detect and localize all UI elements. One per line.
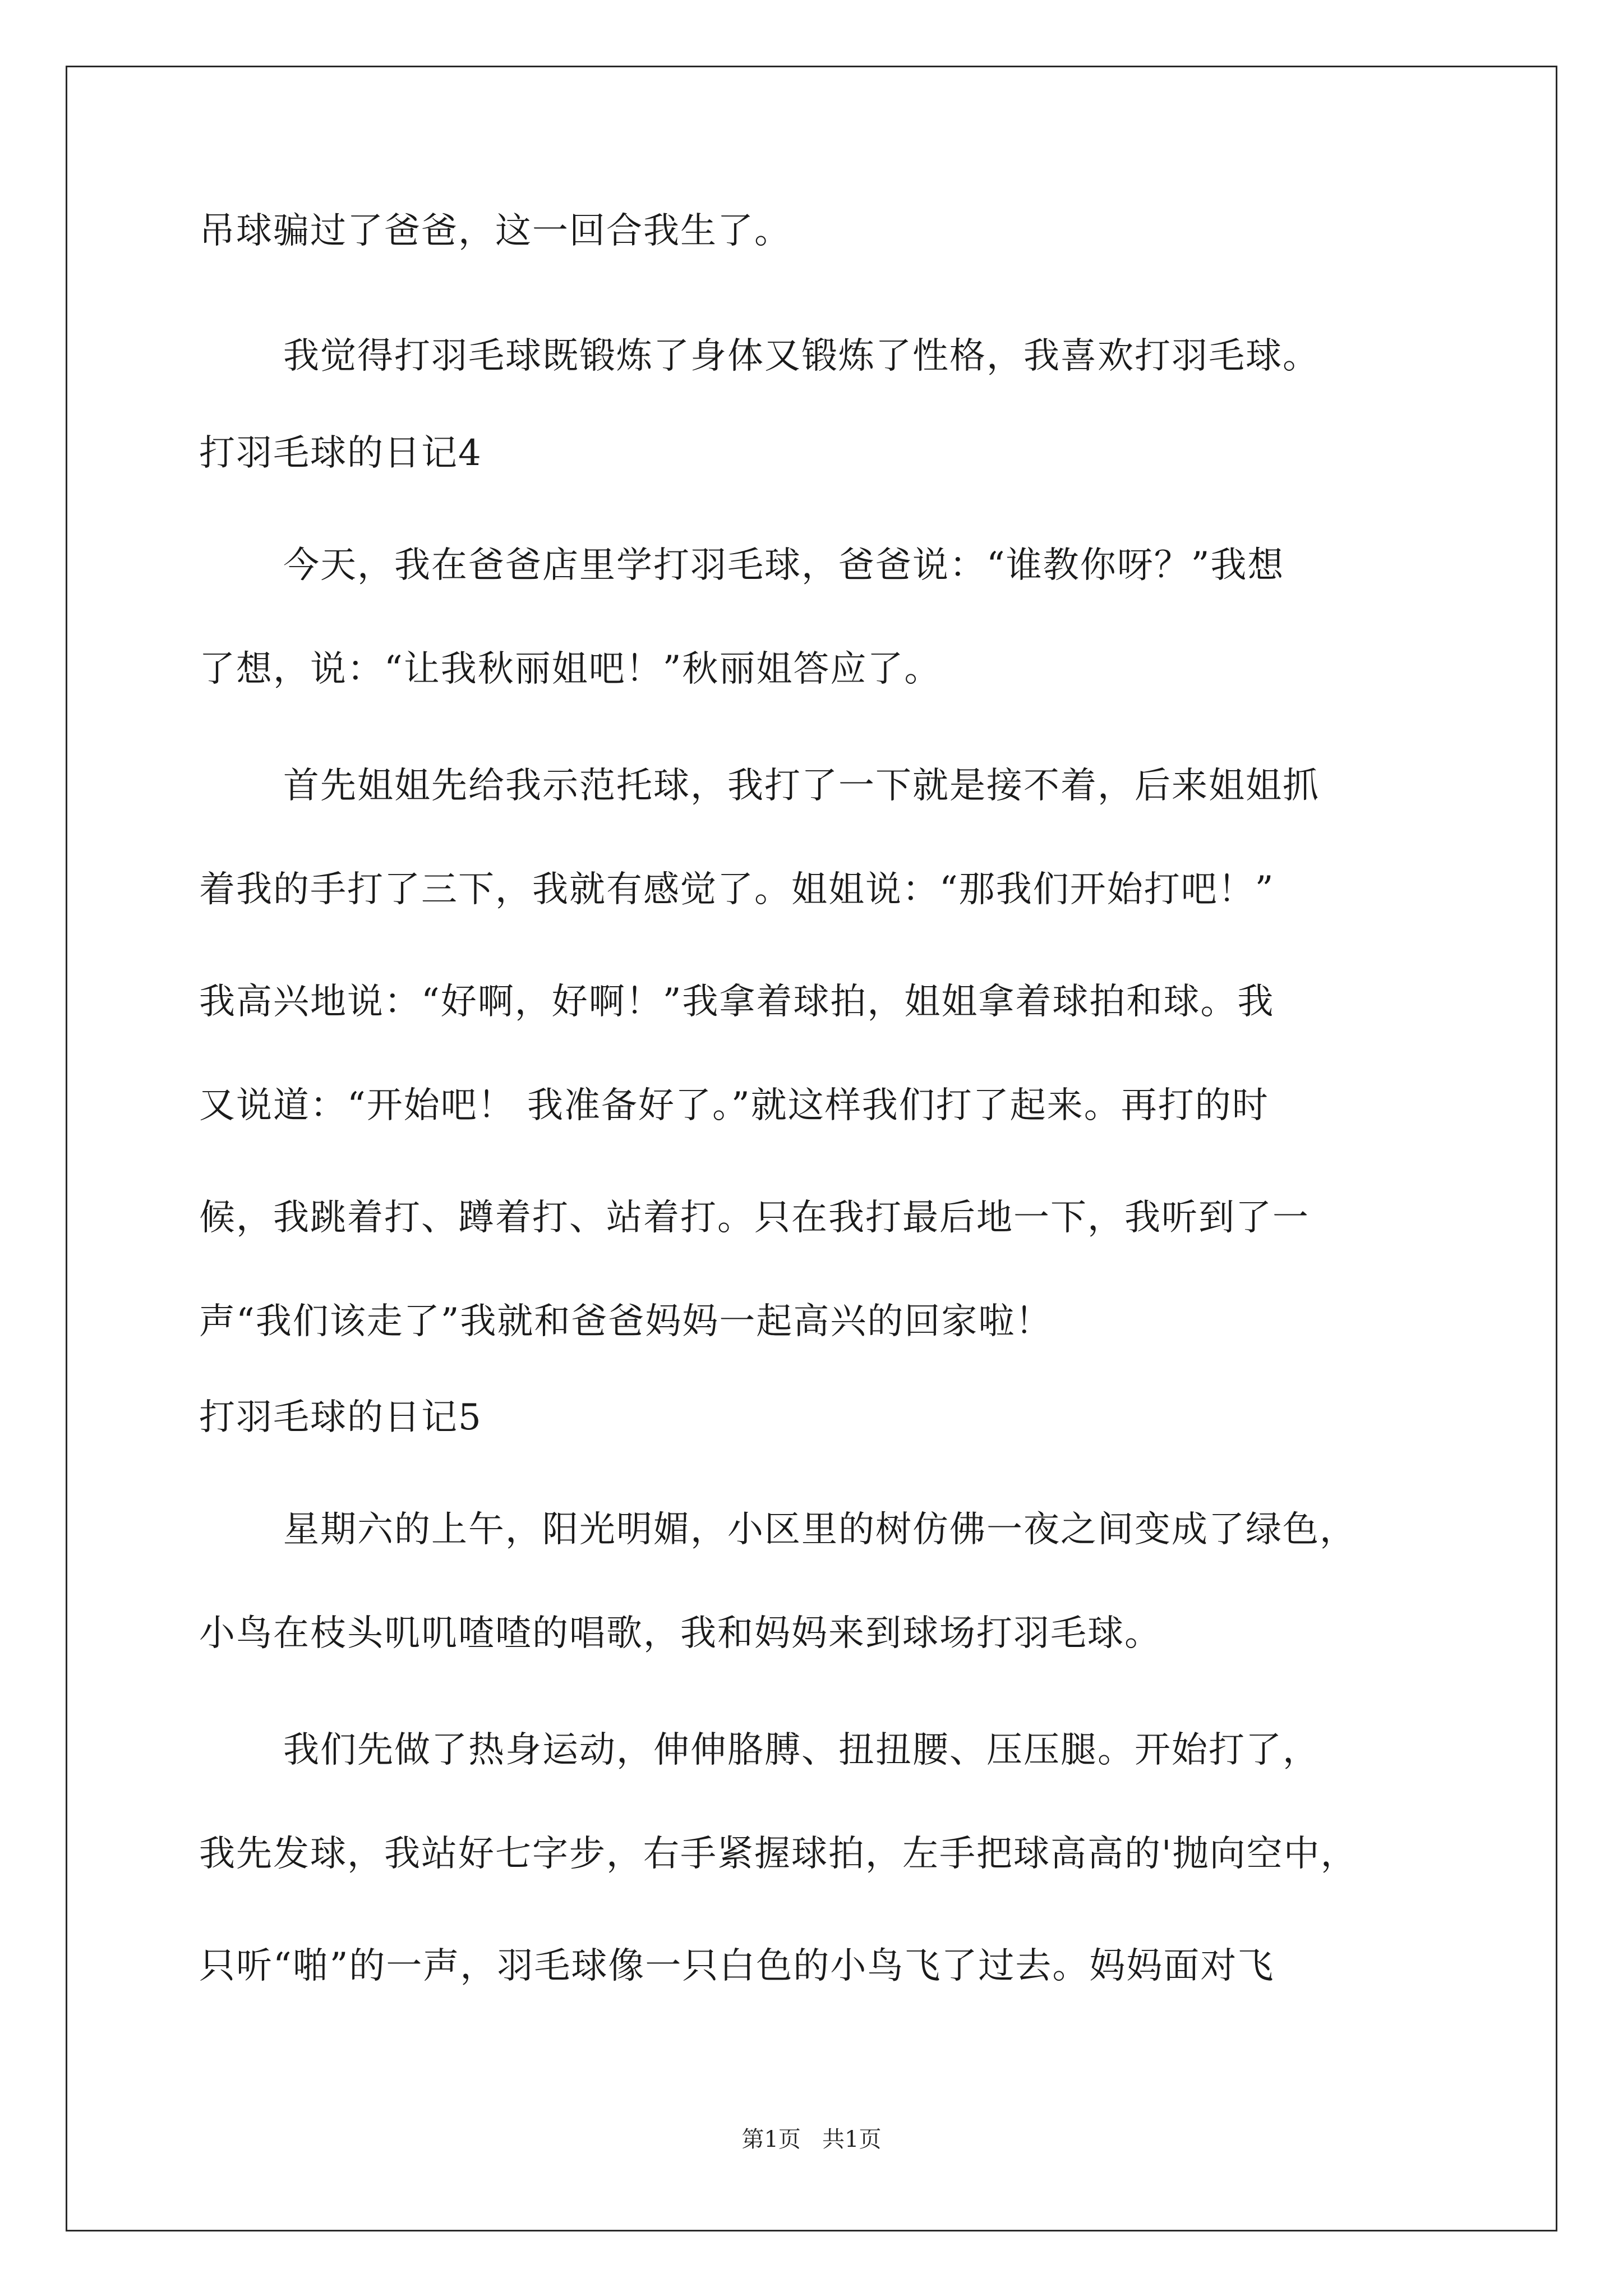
paragraph-line: 了想，说：“让我秋丽姐吧！”秋丽姐答应了。 [199, 648, 942, 690]
section-heading: 打羽毛球的日记4 [199, 432, 482, 474]
page-border [66, 66, 1557, 2231]
paragraph-line: 我们先做了热身运动，伸伸胳膊、扭扭腰、压压腿。开始打了， [283, 1729, 1320, 1771]
paragraph-line: 小鸟在枝头叽叽喳喳的唱歌，我和妈妈来到球场打羽毛球。 [199, 1613, 1161, 1654]
page-number: 第1页 共1页 [741, 2127, 882, 2152]
paragraph-line: 星期六的上午，阳光明媚，小区里的树仿佛一夜之间变成了绿色， [283, 1509, 1357, 1550]
paragraph-line: 我先发球，我站好七字步，右手紧握球拍，左手把球高高的'抛向空中， [199, 1833, 1358, 1875]
paragraph-line: 吊球骗过了爸爸，这一回合我生了。 [199, 210, 791, 252]
paragraph-line: 我觉得打羽毛球既锻炼了身体又锻炼了性格，我喜欢打羽毛球。 [283, 335, 1320, 377]
paragraph-line: 首先姐姐先给我示范托球，我打了一下就是接不着，后来姐姐抓 [283, 765, 1320, 807]
paragraph-line: 声“我们该走了”我就和爸爸妈妈一起高兴的回家啦！ [199, 1301, 1053, 1342]
paragraph-line: 我高兴地说：“好啊，好啊！”我拿着球拍，姐姐拿着球拍和球。我 [199, 981, 1275, 1023]
section-heading: 打羽毛球的日记5 [199, 1397, 482, 1438]
paragraph-line: 着我的手打了三下，我就有感觉了。姐姐说：“那我们开始打吧！” [199, 869, 1275, 910]
paragraph-line: 又说道：“开始吧！ 我准备好了。”就这样我们打了起来。再打的时 [199, 1085, 1269, 1126]
paragraph-line: 只听“啪”的一声，羽毛球像一只白色的小鸟飞了过去。妈妈面对飞 [199, 1945, 1275, 1987]
paragraph-line: 今天，我在爸爸店里学打羽毛球，爸爸说：“谁教你呀？”我想 [283, 545, 1285, 586]
paragraph-line: 候，我跳着打、蹲着打、站着打。只在我打最后地一下，我听到了一 [199, 1197, 1310, 1239]
